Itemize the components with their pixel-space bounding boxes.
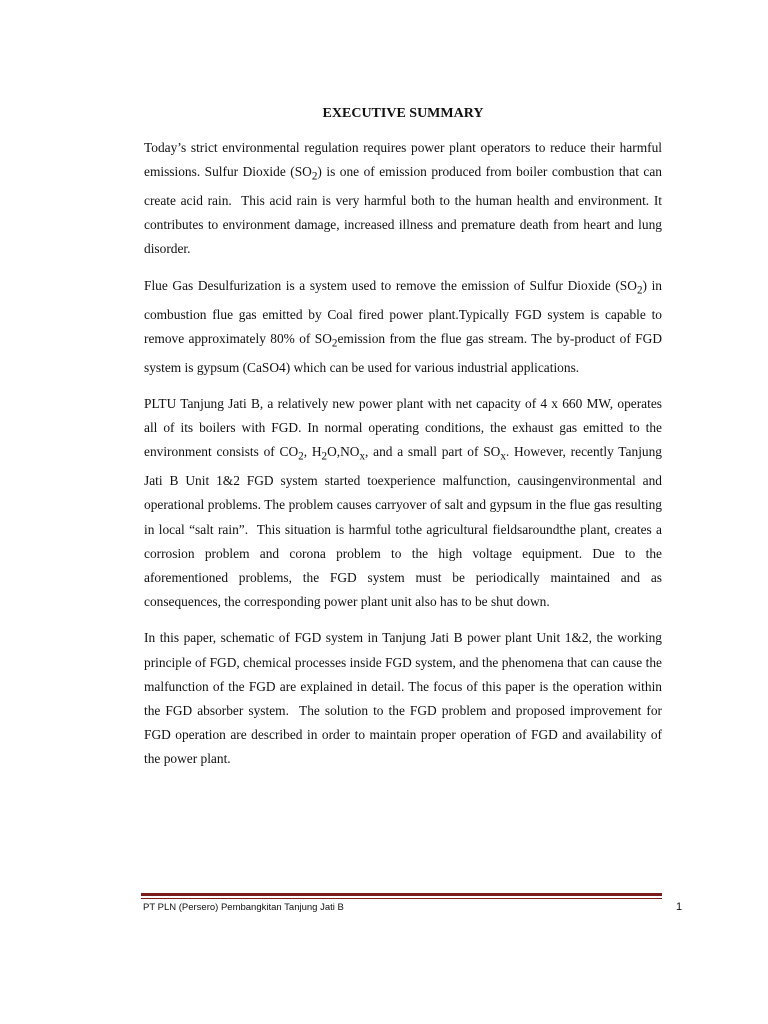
body-text <box>144 136 662 784</box>
footer-rule-thin <box>141 898 662 899</box>
footer-rule <box>141 893 662 896</box>
paragraph-2: Flue Gas Desulfurization is a system used to remove the emission of Sulfur Dioxide $(SO_2)$ in combustion flue gas emitted by Coal fired power plant.Typically FGD system is capable to remove approximately 80% of $SO_2emission$ from the flue gas stream. The by-product of FGD system is gypsum (CaSO4) which can be used for various industrial applications. <box>144 277 662 375</box>
paragraph-4: In this paper, schematic of FGD system in Tanjung Jati B power plant Unit 1&2, the working principle of FGD, chemical processes inside FGD system, and the phenomena that can cause the malfunction of the FGD are explained in detail. The focus of this paper is the operation within the FGD absorber system. The solution to the FGD problem and proposed improvement for FGD operation are described in order to maintain proper operation of FGD and availability of the power plant. <box>144 630 662 767</box>
page-title: EXECUTIVE SUMMARY <box>322 106 484 121</box>
paragraph-1: Today’s strict environmental regulation requires power plant operators to reduce their harmful emissions. Sulfur Dioxide $(SO_2)$ is one of emission produced from boiler combustion that can create acid rain. This acid rain is very harmful both to the human health and environment. It contributes to environment damage, increased illness and premature death from heart and lung disorder. <box>144 140 662 257</box>
footer-company: PT PLN (Persero) Pembangkitan Tanjung Jati B <box>143 902 344 913</box>
page-number: 1 <box>676 901 683 913</box>
paragraph-3: PLTU Tanjung Jati B, a relatively new power plant with net capacity of 4 x 660 MW, operates all of its boilers with FGD. In normal operating conditions, the exhaust gas emitted to the environment consists of $CO_2$, $H_2O,NO_x$, and a small part of $SO_x$. However, recently Tanjung Jati B Unit 1&2 FGD system started toexperience malfunction, causingenvironmental and operational problems. The problem causes carryover of salt and gypsum in the flue gas resulting in local “salt rain”. This situation is harmful tothe agricultural fieldsaroundthe plant, creates a corrosion problem and corona problem to the high voltage equipment. Due to the aforementioned problems, the FGD system must be periodically maintained and as consequences, the corresponding power plant unit also has to be shut down. <box>144 395 662 610</box>
